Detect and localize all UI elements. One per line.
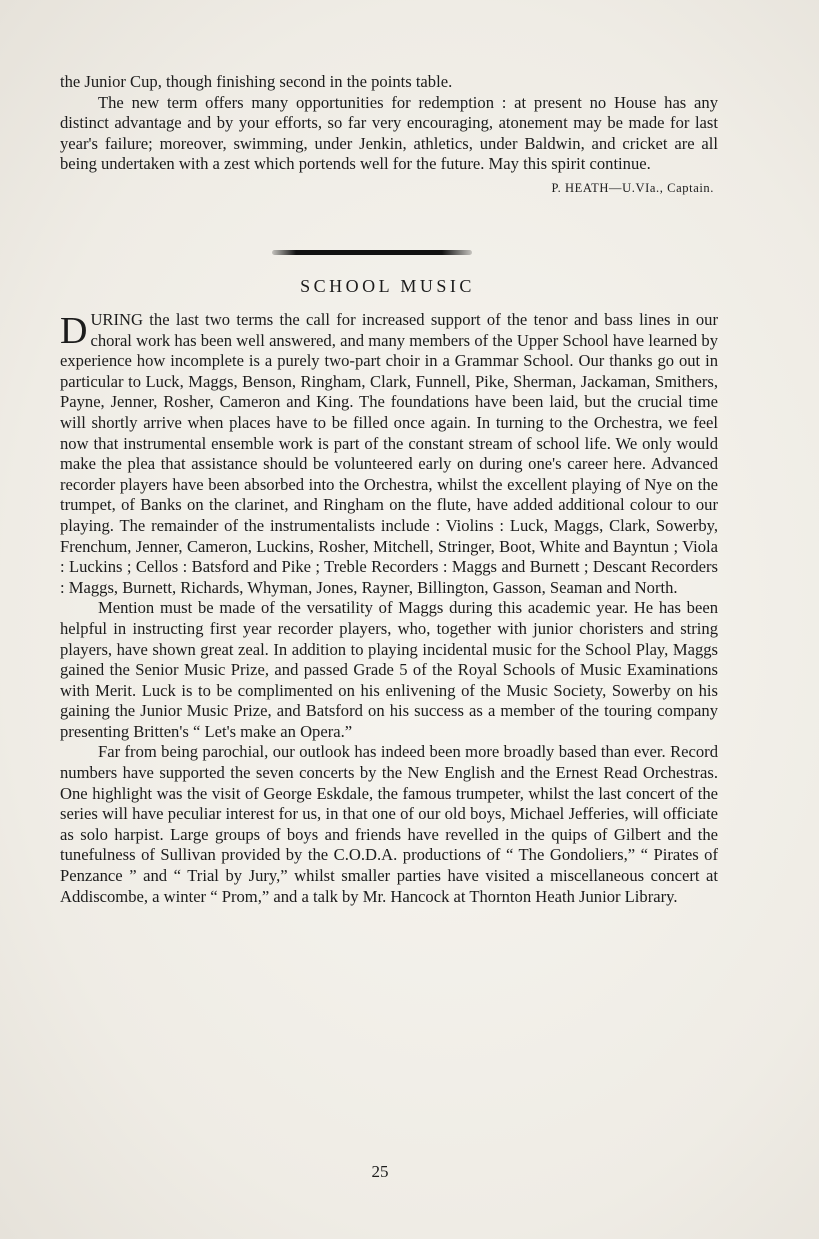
paragraph: Far from being parochial, our outlook has indeed been more broadly based than ever. Record numbers have supported the seven concerts by the New English and the Ernest Read Orchestras. One highlight was the visit of George Eskdale, the famous trumpeter, whilst the last concert of the series will have peculiar interest for us, in that one of our old boys, Michael Jefferies, will officiate as solo harpist. Large groups of boys and friends have revelled in the quips of Gilbert and the tunefulness of Sullivan provided by the C.O.D.A. productions of “ The Gondoliers,” “ Pirates of Penzance ” and “ Trial by Jury,” whilst smaller parties have visited a miscellaneous concert at Addiscombe, a winter “ Prom,” and a talk by Mr. Hancock at Thornton Heath Junior Library. (60, 742, 718, 906)
section-divider (272, 250, 472, 255)
school-music-article (60, 310, 718, 907)
paragraph (60, 310, 718, 598)
paragraph: The new term offers many opportunities for redemption : at present no House has any distinct advantage and by your efforts, so far very encouraging, atonement may be made for last year's failure; moreover, swimming, under Jenkin, athletics, under Baldwin, and cricket are all being undertaken with a zest which portends well for the future. May this spirit continue. (60, 92, 718, 174)
paragraph-text: URING the last two terms the call for increased support of the tenor and bass lines in our choral work has been well answered, and many members of the Upper School have learned by experience how incomplete is a purely two-part choir in a Grammar School. Our thanks go out in particular to Luck, Maggs, Benson, Ringham, Clark, Funnell, Pike, Sherman, Jackaman, Smithers, Payne, Jenner, Rosher, Cameron and King. The foundations have been laid, but the crucial time will shortly arrive when places have to be filled once again. In turning to the Orchestra, we feel now that instrumental ensemble work is part of the constant stream of school life. We only would make the plea that assistance should be volunteered early on during one's career here. Advanced recorder players have been absorbed into the Orchestra, whilst the excellent playing of Nye on the trumpet, of Banks on the clarinet, and Ringham on the flute, have added additional colour to our playing. The remainder of the instrumentalists include : Violins : Luck, Maggs, Clark, Sowerby, Frenchum, Jenner, Cameron, Luckins, Rosher, Mitchell, Stringer, Boot, White and Bayntun ; Viola : Luckins ; Cellos : Batsford and Pike ; Treble Recorders : Maggs and Burnett ; Descant Recorders : Maggs, Burnett, Richards, Whyman, Jones, Rayner, Billington, Gasson, Seaman and North. (60, 310, 718, 597)
drop-cap: D (60, 310, 88, 352)
section-heading: SCHOOL MUSIC (300, 276, 475, 296)
signature: P. HEATH—U.VIa., Captain. (551, 180, 714, 195)
paragraph: Mention must be made of the versatility of Maggs during this academic year. He has been helpful in instructing first year recorder players, who, together with junior choristers and string players, have shown great zeal. In addition to playing incidental music for the School Play, Maggs gained the Senior Music Prize, and passed Grade 5 of the Royal Schools of Music Examinations with Merit. Luck is to be complimented on his enlivening of the Music Society, Sowerby on his gaining the Junior Music Prize, and Batsford on his success as a member of the touring company presenting Britten's “ Let's make an Opera.” (60, 598, 718, 741)
paragraph: the Junior Cup, though finishing second in the points table. (60, 72, 453, 91)
page-number: 25 (371, 1162, 389, 1181)
house-report-ending (60, 72, 718, 199)
